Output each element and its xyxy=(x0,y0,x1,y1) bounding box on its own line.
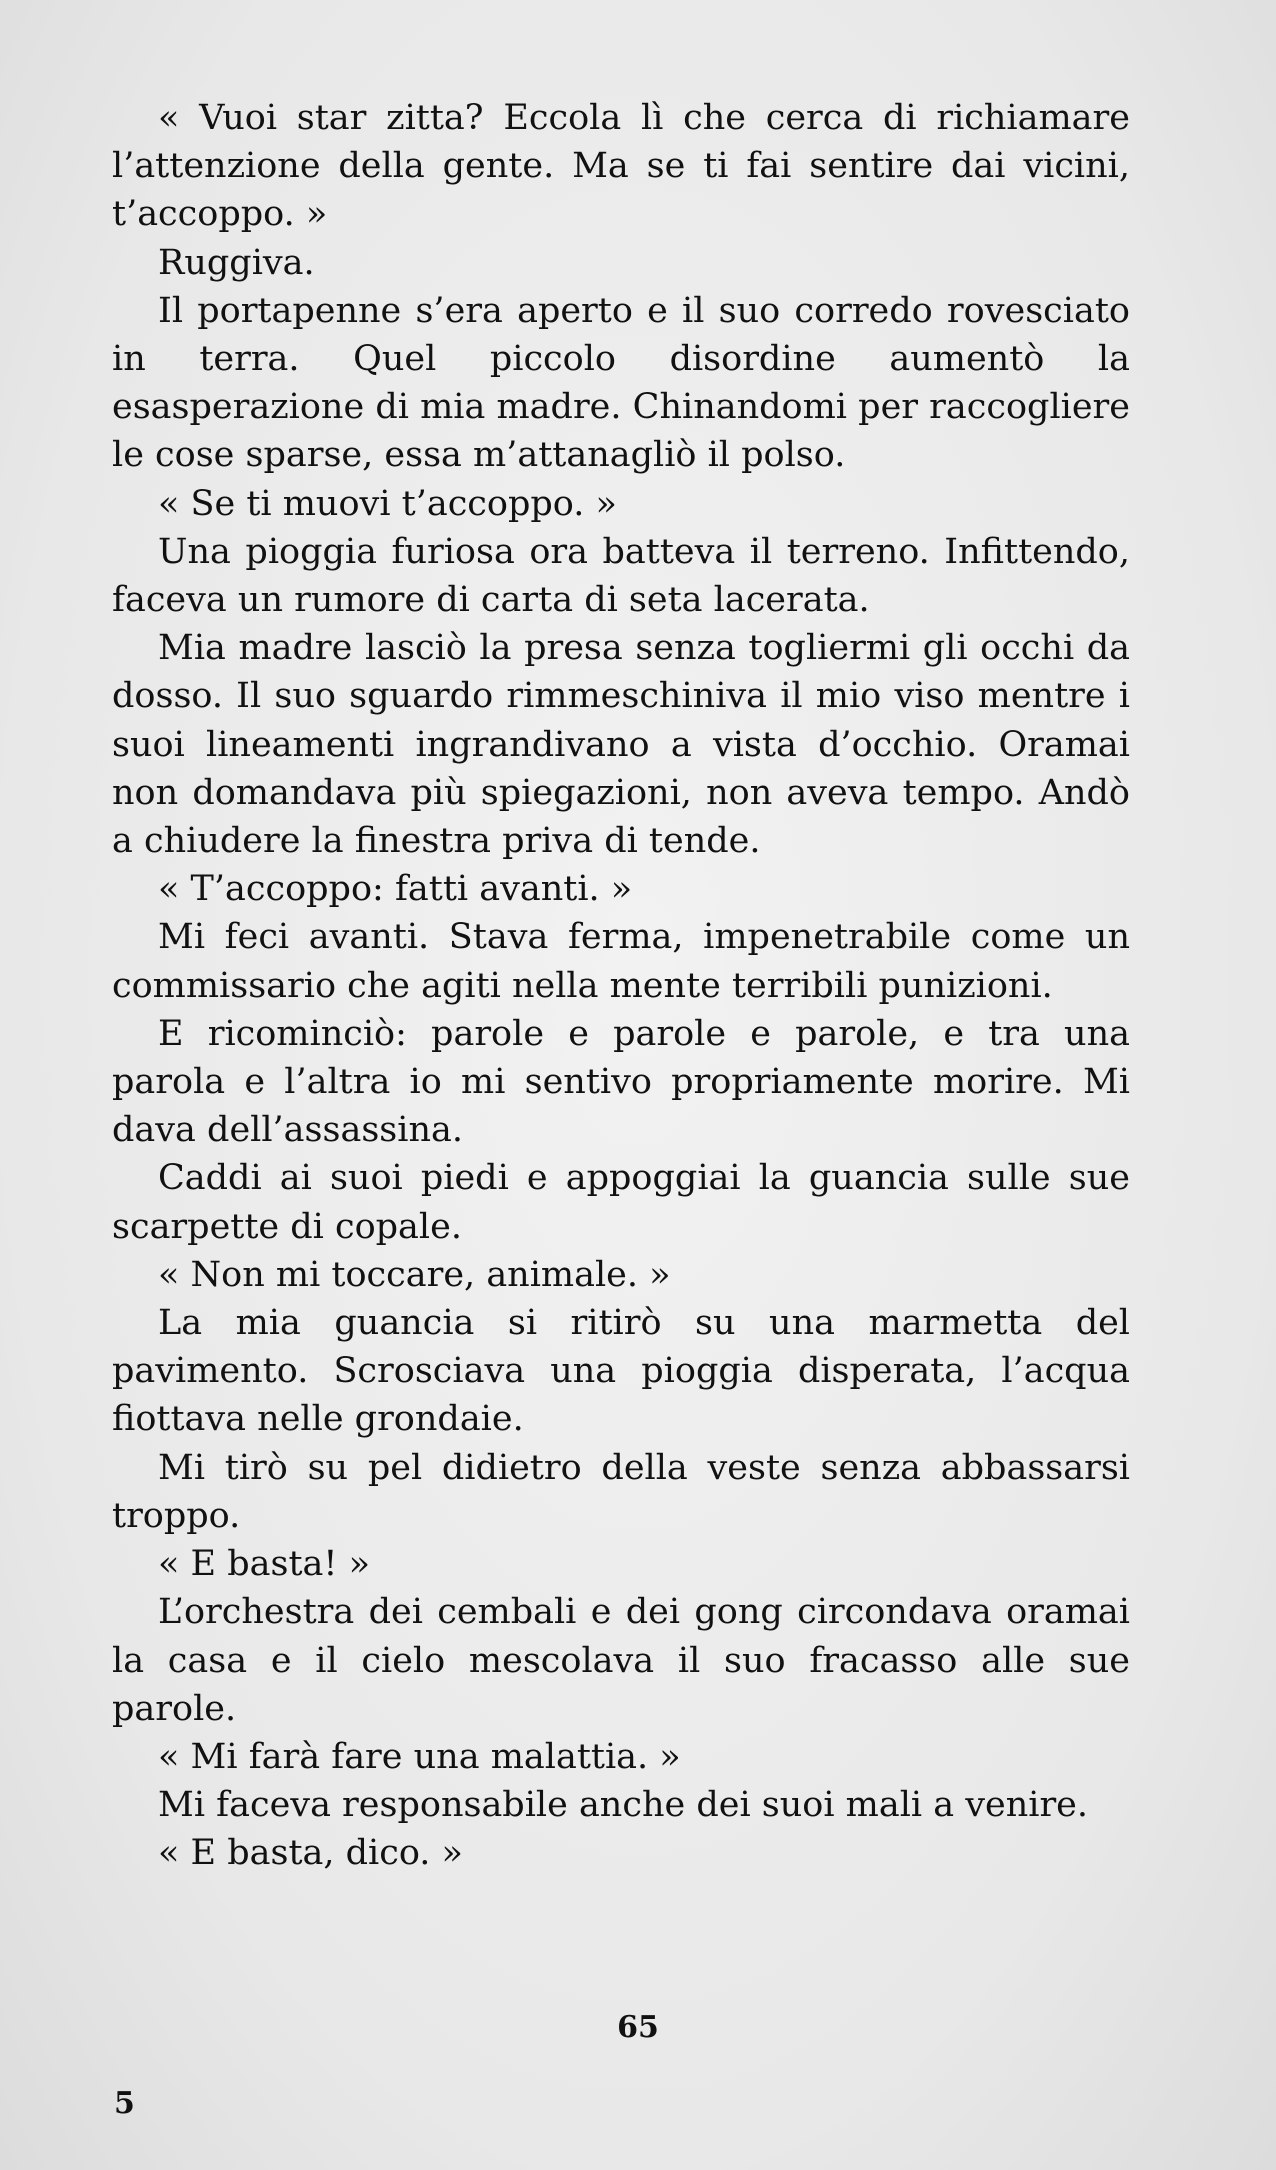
page-number: 65 xyxy=(617,2010,659,2045)
paragraph-10: Caddi ai suoi piedi e appoggiai la guancia sulle sue scarpette di copale. xyxy=(112,1158,1130,1247)
paragraph-1: « Vuoi star zitta? Eccola lì che cerca di richiamare l’attenzione della gente. Ma se ti fai sentire dai vicini, t’accoppo. » xyxy=(112,98,1130,235)
paragraph-7: « T’accoppo: fatti avanti. » xyxy=(158,869,633,910)
paragraph-13: Mi tirò su pel didietro della veste senza abbassarsi troppo. xyxy=(112,1447,1130,1536)
paragraph-4: « Se ti muovi t’accoppo. » xyxy=(158,483,617,524)
paragraph-12: La mia guancia si ritirò su una marmetta del pavimento. Scrosciava una pioggia disperata, l’acqua fiottava nelle grondaie. xyxy=(112,1303,1130,1440)
paragraph-2: Ruggiva. xyxy=(158,242,315,283)
paragraph-6: Mia madre lasciò la presa senza togliermi gli occhi da dosso. Il suo sguardo rimmeschiniva il mio viso mentre i suoi lineamenti ingrandivano a vista d’occhio. Oramai non domandava più spiegazioni, non aveva tempo. Andò a chiudere la finestra priva di tende. xyxy=(112,628,1130,862)
body-text xyxy=(112,94,1130,1878)
paragraph-8: Mi feci avanti. Stava ferma, impenetrabile come un commissario che agiti nella mente terribili punizioni. xyxy=(112,917,1130,1006)
paragraph-5: Una pioggia furiosa ora batteva il terreno. Infittendo, faceva un rumore di carta di seta lacerata. xyxy=(112,531,1130,621)
paragraph-18: « E basta, dico. » xyxy=(158,1833,463,1874)
signature-mark: 5 xyxy=(114,2086,135,2121)
paragraph-16: « Mi farà fare una malattia. » xyxy=(158,1736,681,1777)
paragraph-3: Il portapenne s’era aperto e il suo corredo rovesciato in terra. Quel piccolo disordine aumentò la esasperazione di mia madre. Chinandomi per raccogliere le cose sparse, essa m’attanagliò il polso. xyxy=(112,290,1130,476)
paragraph-15: L’orchestra dei cembali e dei gong circondava oramai la casa e il cielo mescolava il suo fracasso alle sue parole. xyxy=(112,1592,1130,1729)
paragraph-9: E ricominciò: parole e parole e parole, e tra una parola e l’altra io mi sentivo propriamente morire. Mi dava dell’assassina. xyxy=(112,1013,1130,1151)
paragraph-17: Mi faceva responsabile anche dei suoi mali a venire. xyxy=(158,1785,1089,1826)
paragraph-11: « Non mi toccare, animale. » xyxy=(158,1254,671,1295)
paragraph-14: « E basta! » xyxy=(158,1544,370,1585)
